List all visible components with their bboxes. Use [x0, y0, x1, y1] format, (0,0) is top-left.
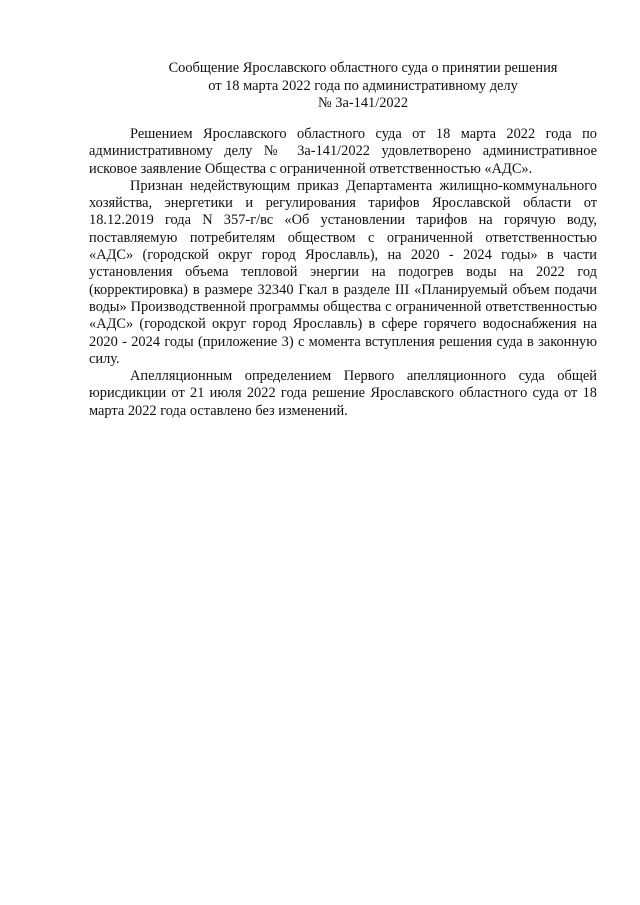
paragraph-appeal: Апелляционным определением Первого апелляционного суда общей юрисдикции от 21 июля 2022 года решение Ярославского областного суда от 18 марта 2022 года оставлено без изменений. [89, 368, 597, 419]
paragraph-decision: Решением Ярославского областного суда от 18 марта 2022 года по административному делу № 3а-141/2022 удовлетворено административное исковое заявление Общества с ограниченной ответственностью «АДС». [89, 126, 597, 177]
document-body [89, 126, 597, 420]
title-line-2: от 18 марта 2022 года по административному делу [208, 77, 518, 94]
document-title [90, 60, 636, 113]
title-line-3: № 3а-141/2022 [317, 95, 409, 111]
paragraph-invalidated-order: Признан недействующим приказ Департамента жилищно-коммунального хозяйства, энергетики и регулирования тарифов Ярославской области от 18.12.2019 года N 357-г/вс «Об установлении тарифов на горячую воду, поставляемую потребителям обществом с ограниченной ответственностью «АДС» (городской округ город Ярославль), на 2020 - 2024 годы» в части установления объема тепловой энергии на подогрев воды на 2022 год (корректировка) в размере 32340 Гкал в разделе III «Планируемый объем подачи воды» Производственной программы общества с ограниченной ответственностью «АДС» (городской округ город Ярославль) в сфере горячего водоснабжения на 2020 - 2024 годы (приложение 3) с момента вступления решения суда в законную силу. [89, 177, 597, 367]
title-line-1: Сообщение Ярославского областного суда о принятии решения [168, 60, 558, 76]
